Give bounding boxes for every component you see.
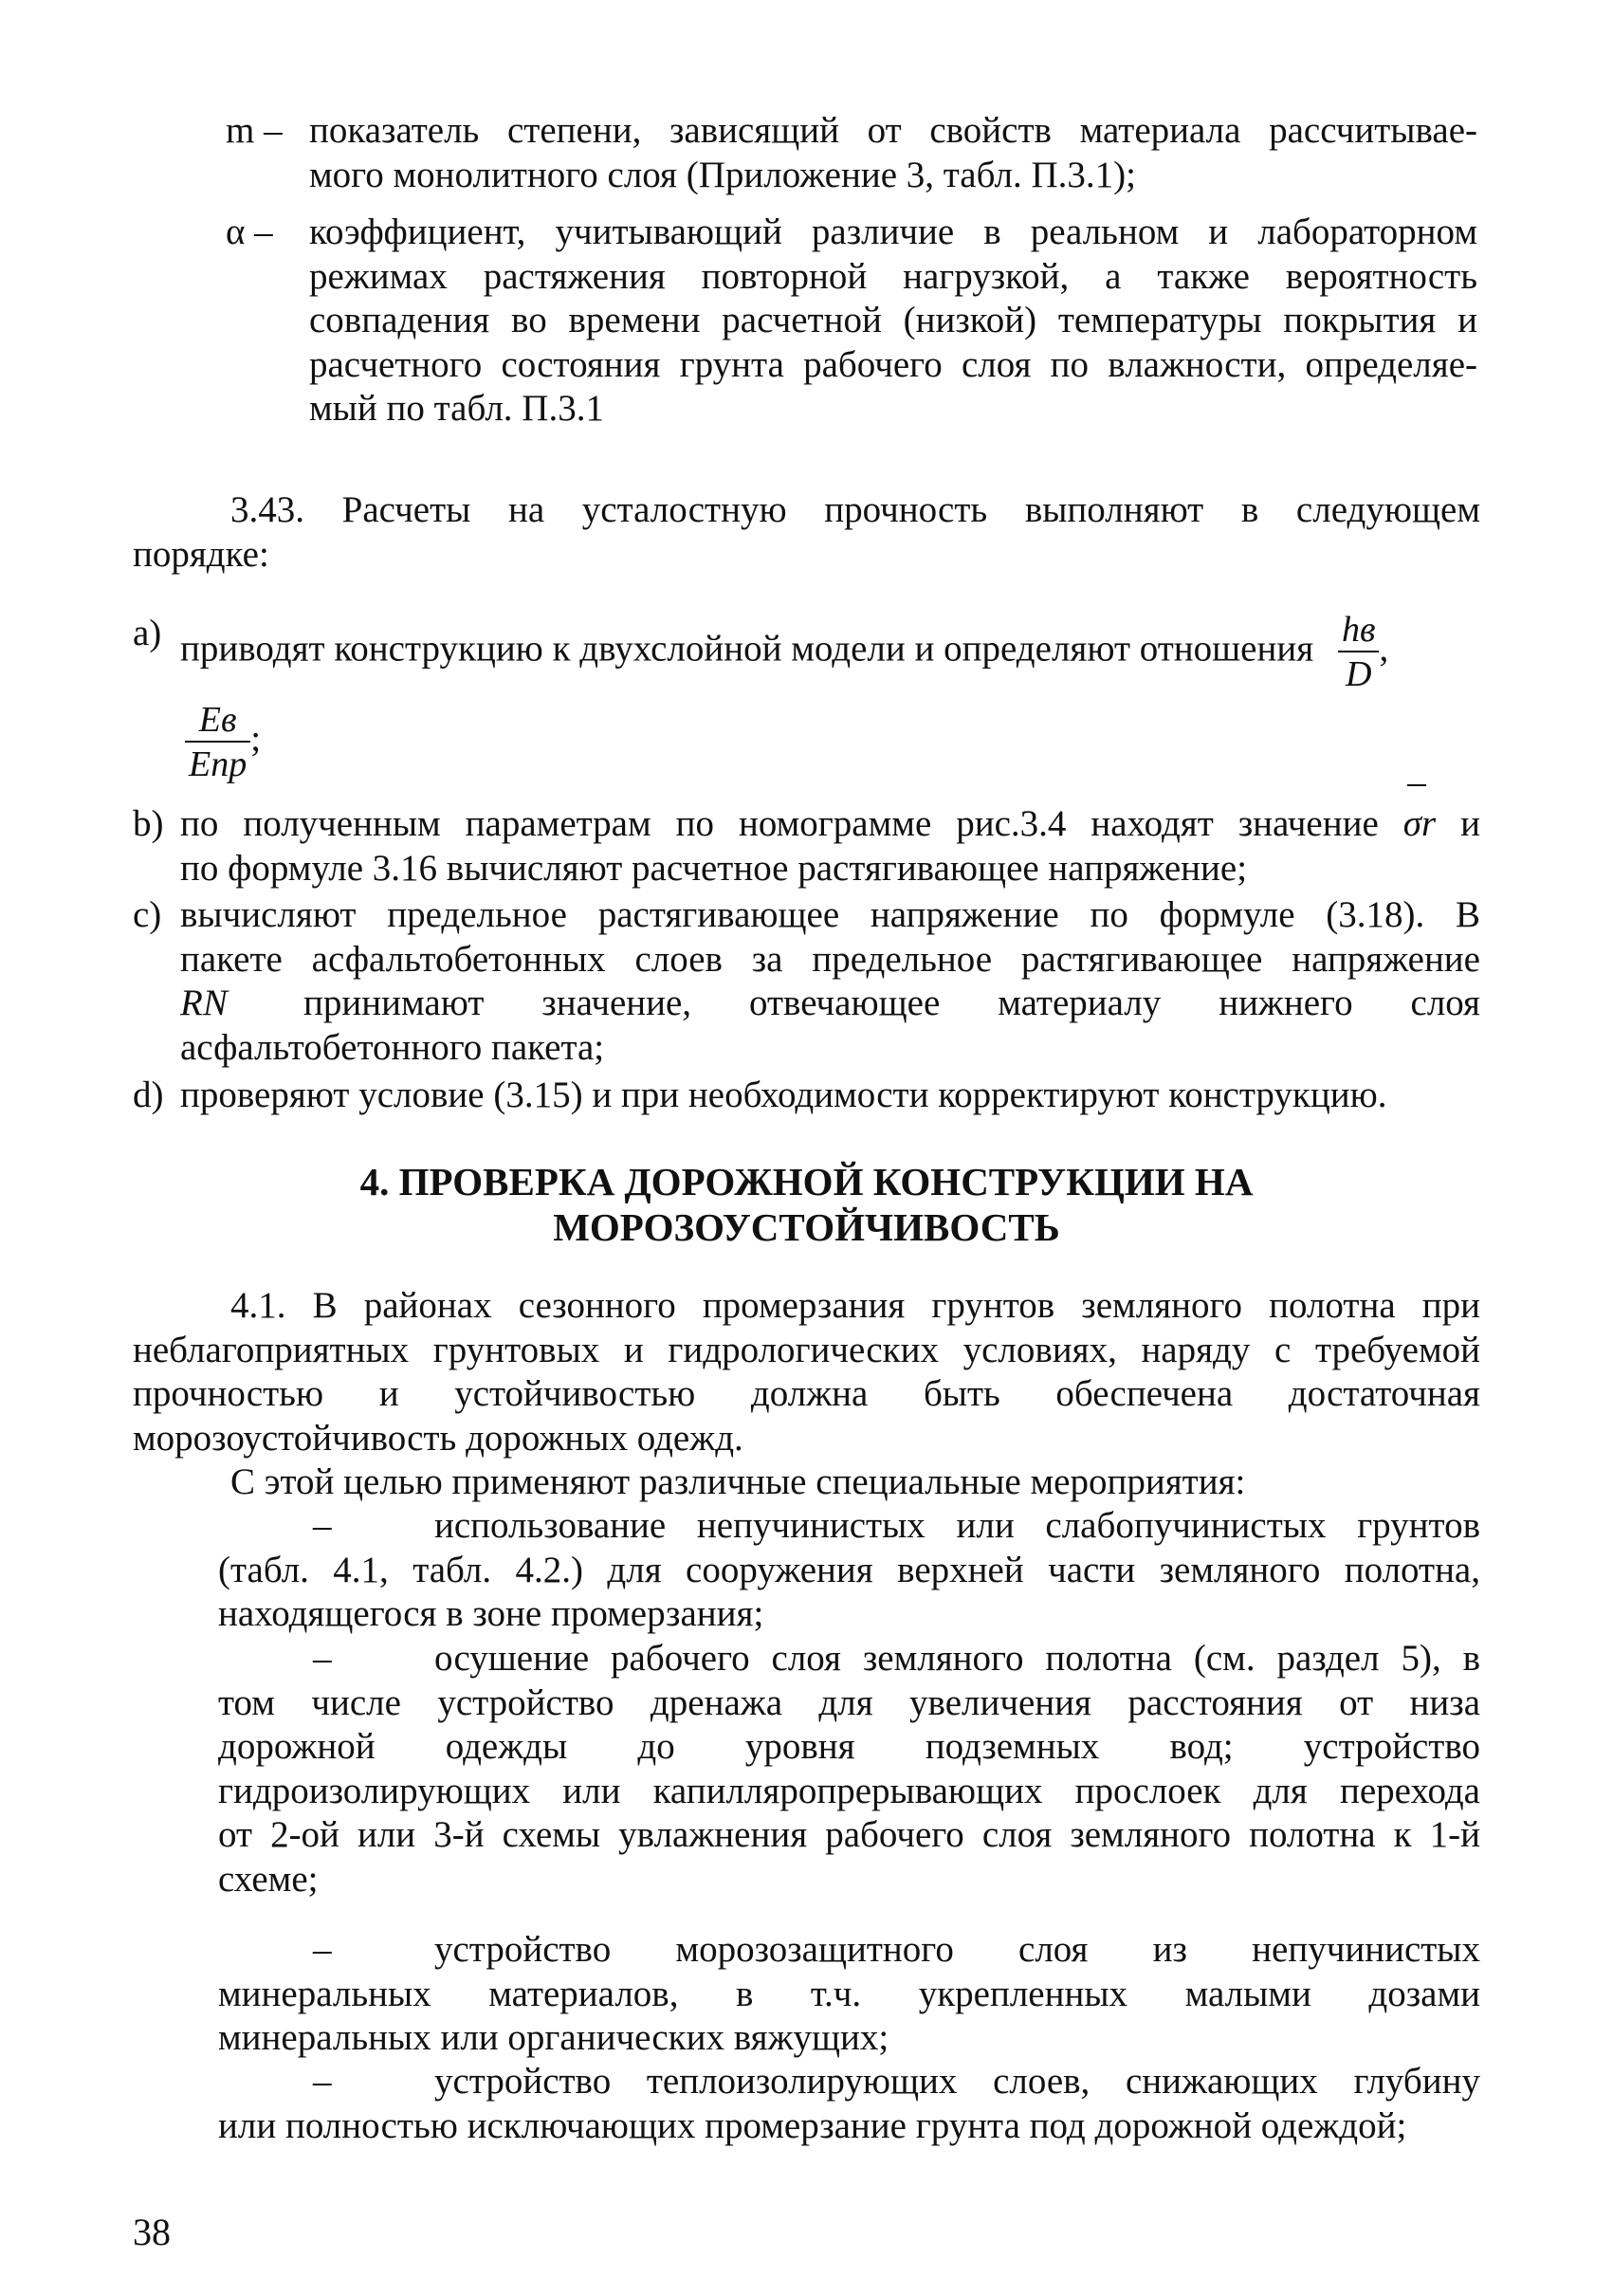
sigma-text: σr xyxy=(1402,803,1437,844)
text-line: расчетного состояния грунта рабочего слоя по влажности, определяе- xyxy=(309,343,1477,385)
dash-marker: – xyxy=(313,1505,332,1546)
text-line: от 2-ой или 3-й схемы увлажнения рабочего слоя земляного полотна к 1-й xyxy=(218,1814,1480,1855)
measure-item xyxy=(218,1637,1480,1901)
text-line: использование непучинистых или слабопучинистых грунтов xyxy=(434,1505,1480,1546)
step-a-text xyxy=(180,612,1480,692)
text-line: морозоустойчивость дорожных одежд. xyxy=(133,1417,743,1459)
text-line: пакете асфальтобетонных слоев за предельное растягивающее напряжение xyxy=(180,938,1480,980)
text-line: совпадения во времени расчетной (низкой) температуры покрытия и xyxy=(309,300,1477,340)
text-line: вычисляют предельное растягивающее напряжение по формуле (3.18). В xyxy=(180,894,1480,935)
text-line xyxy=(180,982,1480,1026)
paragraph-3-43 xyxy=(133,488,1480,577)
section-heading xyxy=(133,1159,1480,1250)
text-line: порядке: xyxy=(133,533,269,575)
step-a xyxy=(133,610,1480,694)
fraction-numerator: Eв xyxy=(198,700,237,740)
step-b-line-text: по полученным параметрам по номограмме рис.3.4 находят значение xyxy=(180,803,1379,844)
ratio-h-over-d xyxy=(1338,612,1380,692)
step-b-line-end: и xyxy=(1460,803,1481,844)
text-line: мый по табл. П.3.1 xyxy=(309,388,604,429)
text-line: показатель степени, зависящий от свойств материала рассчитывае- xyxy=(309,110,1477,151)
dash-marker: – xyxy=(313,1638,332,1679)
text-line: по формуле 3.16 вычисляют расчетное растягивающее напряжение; xyxy=(180,847,1248,889)
fraction-denominator: D xyxy=(1338,651,1380,692)
definition-alpha-text xyxy=(309,211,1477,432)
text-line: С этой целью применяют различные специальные мероприятия: xyxy=(230,1461,1246,1502)
ratio-ev-over-epr xyxy=(185,702,250,782)
text-line: минеральных или органических вяжущих; xyxy=(218,2017,889,2058)
text-line: (табл. 4.1, табл. 4.2.) для сооружения верхней части земляного полотна, xyxy=(218,1549,1480,1590)
step-a-line: приводят конструкцию к двухслойной модели и определяют отношения xyxy=(180,628,1314,670)
step-a-label: a) xyxy=(133,613,162,653)
text-line: 3.43. Расчеты на усталостную прочность выполняют в следующем xyxy=(230,489,1480,530)
sigma-symbol xyxy=(1403,803,1436,844)
text-line: схеме; xyxy=(218,1858,319,1900)
fraction-numerator: hв xyxy=(1341,610,1376,650)
page-number: 38 xyxy=(133,2211,171,2253)
step-b-text xyxy=(180,802,1480,891)
step-d-text xyxy=(180,1074,1480,1118)
measure-item xyxy=(218,2060,1480,2148)
step-d-label: d) xyxy=(133,1075,164,1115)
definition-m-text xyxy=(309,109,1477,197)
punctuation: , xyxy=(1379,628,1389,670)
text-line: неблагоприятных грунтовых и гидрологических условиях, наряду с требуемой xyxy=(133,1329,1480,1370)
definition-m-label: m – xyxy=(226,110,283,151)
text-line: асфальтобетонного пакета; xyxy=(180,1026,605,1068)
punctuation: ; xyxy=(250,718,262,760)
dash-marker: – xyxy=(313,2061,332,2102)
ratio-e-block xyxy=(185,702,469,797)
step-b-label: b) xyxy=(133,803,164,844)
text-line: находящегося в зоне промерзания; xyxy=(218,1593,764,1634)
definition-alpha-label: α – xyxy=(226,211,273,252)
text-line: или полностью исключающих промерзание грунта под дорожной одеждой; xyxy=(218,2104,1407,2146)
text-line: мого монолитного слоя (Приложение 3, табл. П.3.1); xyxy=(309,154,1136,195)
text-line: устройство морозозащитного слоя из непучинистых xyxy=(434,1929,1480,1970)
step-c-line: принимают значение, отвечающее материалу нижнего слоя xyxy=(303,983,1480,1023)
paragraph-4-1 xyxy=(133,1284,1480,1505)
text-line: гидроизолирующих или капилляропрерывающих прослоек для перехода xyxy=(218,1770,1480,1811)
step-c-text xyxy=(180,893,1480,1070)
measure-item xyxy=(218,1504,1480,1637)
text-line: дорожной одежды до уровня подземных вод; устройство xyxy=(218,1726,1480,1767)
text-line: том числе устройство дренажа для увеличения расстояния от низа xyxy=(218,1681,1480,1723)
heading-line: 4. ПРОВЕРКА ДОРОЖНОЙ КОНСТРУКЦИИ НА xyxy=(359,1160,1254,1203)
text-line: минеральных материалов, в т.ч. укрепленных малыми дозами xyxy=(218,1973,1480,2014)
fraction-denominator: Eпр xyxy=(185,741,250,782)
text-line: прочностью и устойчивостью должна быть обеспечена достаточная xyxy=(133,1373,1480,1414)
dash-marker: – xyxy=(313,1929,332,1970)
text-line: устройство теплоизолирующих слоев, снижающих глубину xyxy=(434,2061,1480,2102)
measure-item xyxy=(218,1928,1480,2061)
text-line: проверяют условие (3.15) и при необходимости корректируют конструкцию. xyxy=(180,1075,1387,1115)
text-line: режимах растяжения повторной нагрузкой, а также вероятность xyxy=(309,255,1477,297)
text-line: осушение рабочего слоя земляного полотна (см. раздел 5), в xyxy=(434,1638,1480,1679)
rn-symbol: RN xyxy=(180,983,228,1023)
text-line xyxy=(180,802,1480,847)
heading-line: МОРОЗОУСТОЙЧИВОСТЬ xyxy=(553,1205,1060,1249)
text-line: 4.1. В районах сезонного промерзания грунтов земляного полотна при xyxy=(230,1285,1480,1326)
text-line: коэффициент, учитывающий различие в реальном и лабораторном xyxy=(309,211,1477,252)
step-c-label: c) xyxy=(133,894,162,935)
